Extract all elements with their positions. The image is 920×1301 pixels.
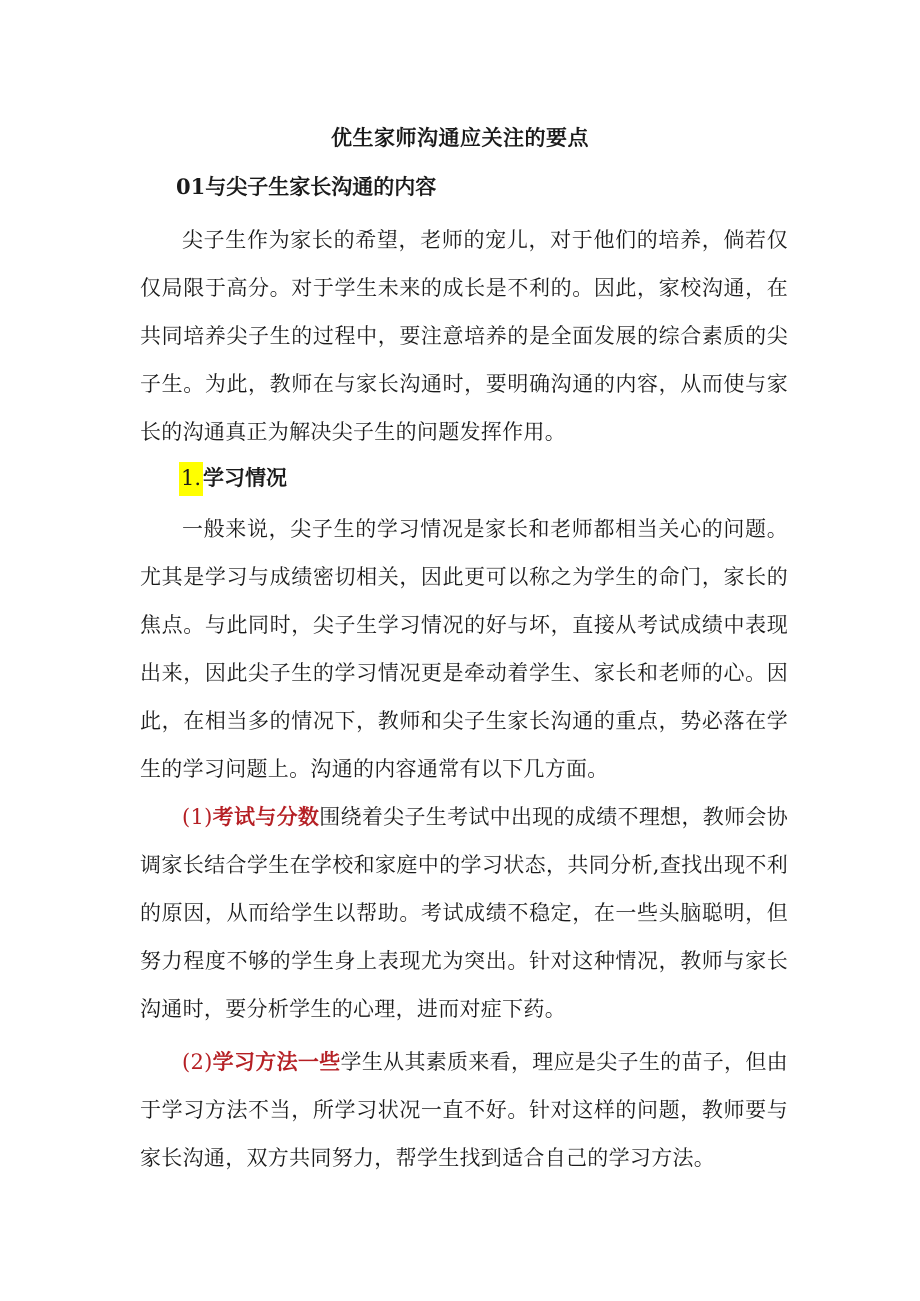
item-label: 学习方法一些 <box>212 1049 341 1074</box>
item-number: (1) <box>182 805 213 829</box>
item-text: 围绕着尖子生考试中出现的成绩不理想，教师会协调家长结合学生在学校和家庭中的学习状态，共同分析,查找出现不利的原因，从而给学生以帮助。考试成绩不稳定，在一些头脑聪明，但努力程度不够的学生身上表现尤为突出。针对这种情况，教师与家长沟通时，要分析学生的心理，进而对症下药。 <box>140 805 788 1021</box>
item-number: (2) <box>182 1050 213 1074</box>
paragraph-study-situation: 一般来说，尖子生的学习情况是家长和老师都相当关心的问题。尤其是学习与成绩密切相关，因此更可以称之为学生的命门，家长的焦点。与此同时，尖子生学习情况的好与坏，直接从考试成绩中表现出来，因此尖子生的学习情况更是牵动着学生、家长和老师的心。因此，在相当多的情况下，教师和尖子生家长沟通的重点，势必落在学生的学习问题上。沟通的内容通常有以下几方面。 <box>140 517 788 781</box>
item-label-red <box>182 804 319 829</box>
section-heading: 01与尖子生家长沟通的内容 <box>176 174 437 199</box>
item-exam-and-scores <box>140 793 788 1033</box>
subheading-text: 学习情况 <box>203 465 288 490</box>
subheading-study-situation <box>179 458 287 498</box>
item-study-methods <box>140 1038 788 1182</box>
item-text: 学生从其素质来看，理应是尖子生的苗子，但由于学习方法不当，所学习状况一直不好。针对这样的问题，教师要与家长沟通，双方共同努力，帮学生找到适合自己的学习方法。 <box>140 1050 788 1170</box>
item-label: 考试与分数 <box>212 804 320 829</box>
item-label-red <box>182 1049 341 1074</box>
highlighted-number: 1. <box>179 462 203 496</box>
document-title: 优生家师沟通应关注的要点 <box>331 125 589 150</box>
paragraph-intro: 尖子生作为家长的希望，老师的宠儿，对于他们的培养，倘若仅仅局限于高分。对于学生未来的成长是不利的。因此，家校沟通，在共同培养尖子生的过程中，要注意培养的是全面发展的综合素质的尖子生。为此，教师在与家长沟通时，要明确沟通的内容，从而使与家长的沟通真正为解决尖子生的问题发挥作用。 <box>140 228 788 444</box>
